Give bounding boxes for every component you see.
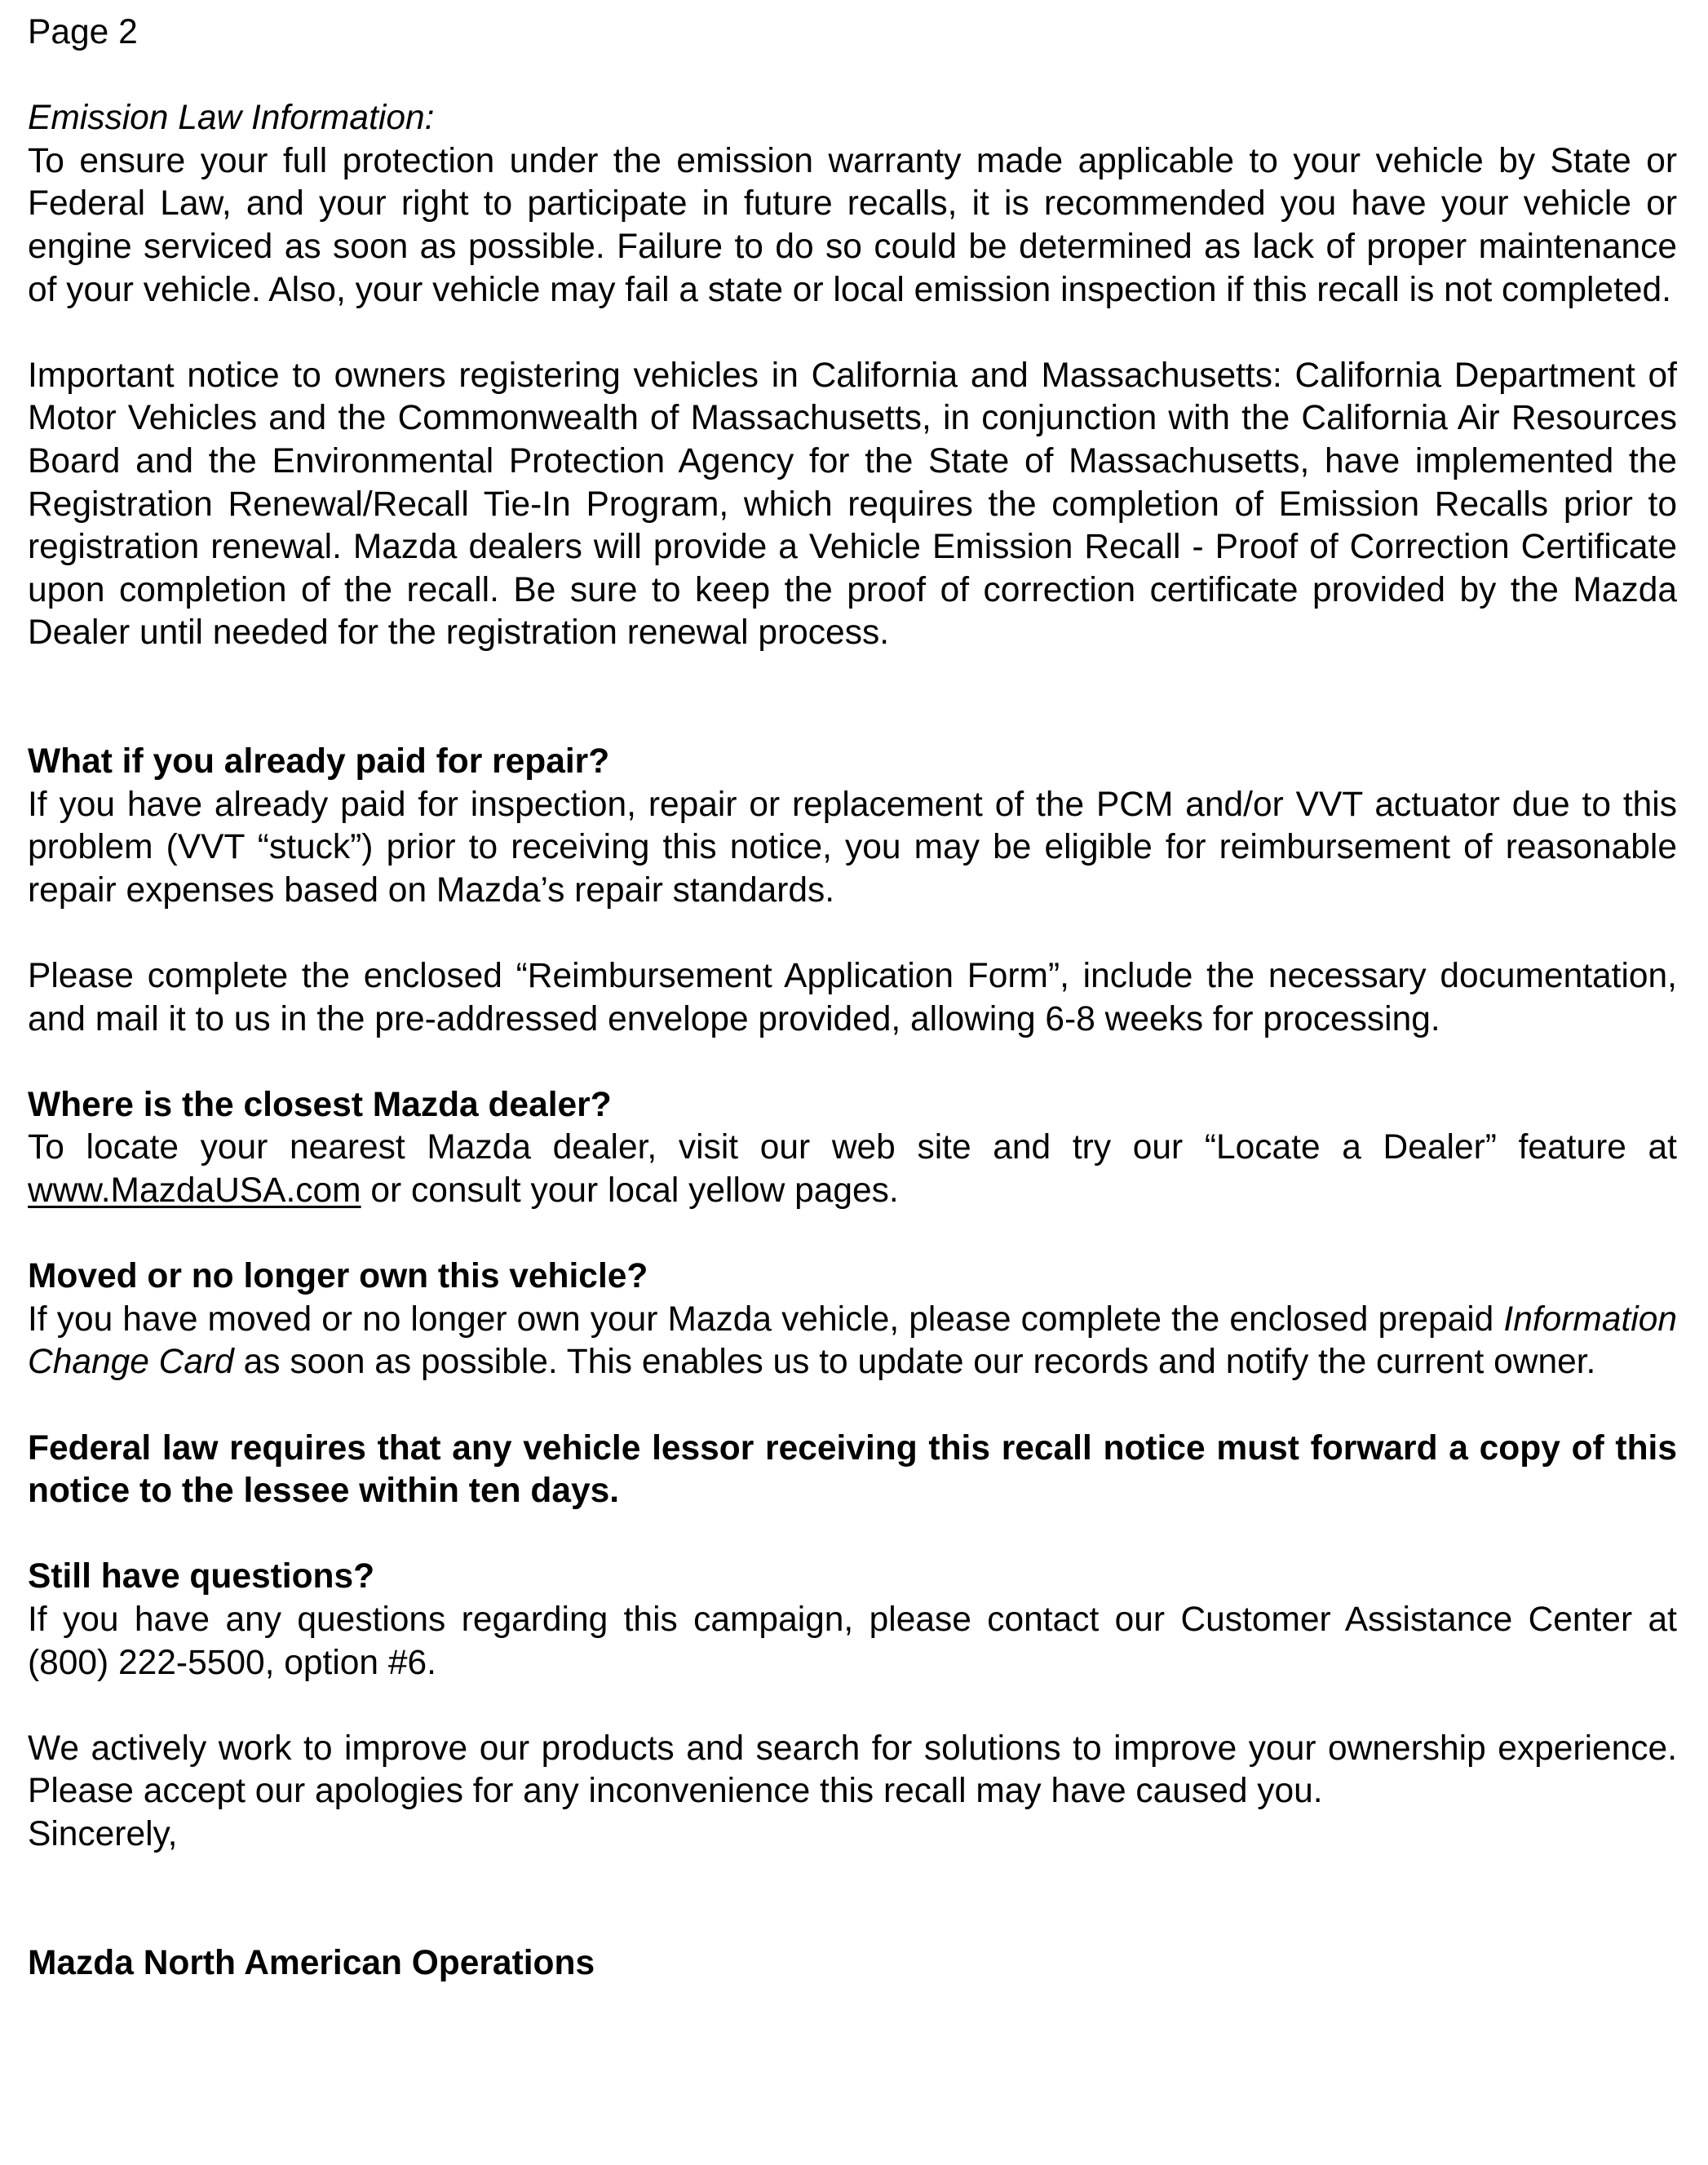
emission-law-section	[28, 97, 1677, 655]
spacer	[28, 912, 1677, 955]
spacer	[28, 655, 1677, 741]
spacer	[28, 1685, 1677, 1728]
spacer	[28, 1384, 1677, 1428]
moved-heading: Moved or no longer own this vehicle?	[28, 1257, 648, 1296]
spacer	[28, 1041, 1677, 1084]
questions-heading: Still have questions?	[28, 1557, 375, 1596]
signature: Mazda North American Operations	[28, 1943, 595, 1982]
spacer	[28, 1513, 1677, 1556]
emission-law-paragraph-2: Important notice to owners registering vehicles in California and Massachusetts: California Department of Motor Vehicles and the Commonwealth of Massachusetts, in conjunction with the California Air Resources Board and the Environmental Protection Agency for the State of Massachusetts, have implemented the Registration Renewal/Recall Tie-In Program, which requires the completion of Emission Recalls prior to registration renewal. Mazda dealers will provide a Vehicle Emission Recall - Proof of Correction Certificate upon completion of the recall. Be sure to keep the proof of correction certificate provided by the Mazda Dealer until needed for the registration renewal process.	[28, 356, 1677, 653]
federal-law-notice: Federal law requires that any vehicle lessor receiving this recall notice must forward a copy of this notice to the lessee within ten days.	[28, 1428, 1677, 1511]
closing-paragraph: We actively work to improve our products and search for solutions to improve your ownership experience. Please accept our apologies for any inconvenience this recall may have caused you.	[28, 1729, 1677, 1811]
closest-dealer-text: To locate your nearest Mazda dealer, visit our web site and try our “Locate a Dealer” feature at	[28, 1128, 1677, 1167]
questions-paragraph: If you have any questions regarding this campaign, please contact our Customer Assistance Center at (800) 222-5500, option #6.	[28, 1600, 1677, 1682]
spacer	[28, 312, 1677, 355]
paid-repair-paragraph-1: If you have already paid for inspection, repair or replacement of the PCM and/or VVT actuator due to this problem (VVT “stuck”) prior to receiving this notice, you may be eligible for reimbursement of reasonable repair expenses based on Mazda’s repair standards.	[28, 785, 1677, 910]
moved-text-end: as soon as possible. This enables us to update our records and notify the current owner.	[233, 1343, 1596, 1382]
paid-repair-paragraph-2: Please complete the enclosed “Reimbursement Application Form”, include the necessary documentation, and mail it to us in the pre-addressed envelope provided, allowing 6-8 weeks for processing.	[28, 957, 1677, 1038]
spacer	[28, 1213, 1677, 1256]
paid-repair-section	[28, 741, 1677, 1041]
salutation: Sincerely,	[28, 1814, 178, 1853]
questions-section	[28, 1556, 1677, 1685]
moved-text: If you have moved or no longer own your Mazda vehicle, please complete the enclosed prepaid	[28, 1299, 1504, 1339]
information-change-card-text: Information Change Card	[28, 1299, 1677, 1382]
emission-law-heading: Emission Law Information:	[28, 99, 435, 138]
paid-repair-heading: What if you already paid for repair?	[28, 742, 610, 781]
document-page	[28, 11, 1677, 1985]
spacer	[28, 55, 1677, 98]
mazdausa-link[interactable]: www.MazdaUSA.com	[28, 1171, 361, 1211]
page-number: Page 2	[28, 13, 138, 51]
closing-section	[28, 1728, 1677, 1986]
closest-dealer-heading: Where is the closest Mazda dealer?	[28, 1085, 612, 1124]
emission-law-paragraph-1: To ensure your full protection under the emission warranty made applicable to your vehicle by State or Federal Law, and your right to participate in future recalls, it is recommended you have your vehicle or engine serviced as soon as possible. Failure to do so could be determined as lack of proper maintenance of your vehicle. Also, your vehicle may fail a state or local emission inspection if this recall is not completed.	[28, 141, 1677, 309]
closest-dealer-paragraph	[28, 1127, 1677, 1212]
closest-dealer-section	[28, 1084, 1677, 1213]
moved-paragraph	[28, 1299, 1677, 1384]
closest-dealer-text-end: or consult your local yellow pages.	[361, 1171, 899, 1211]
spacer	[28, 1857, 1677, 1942]
moved-section	[28, 1255, 1677, 1384]
